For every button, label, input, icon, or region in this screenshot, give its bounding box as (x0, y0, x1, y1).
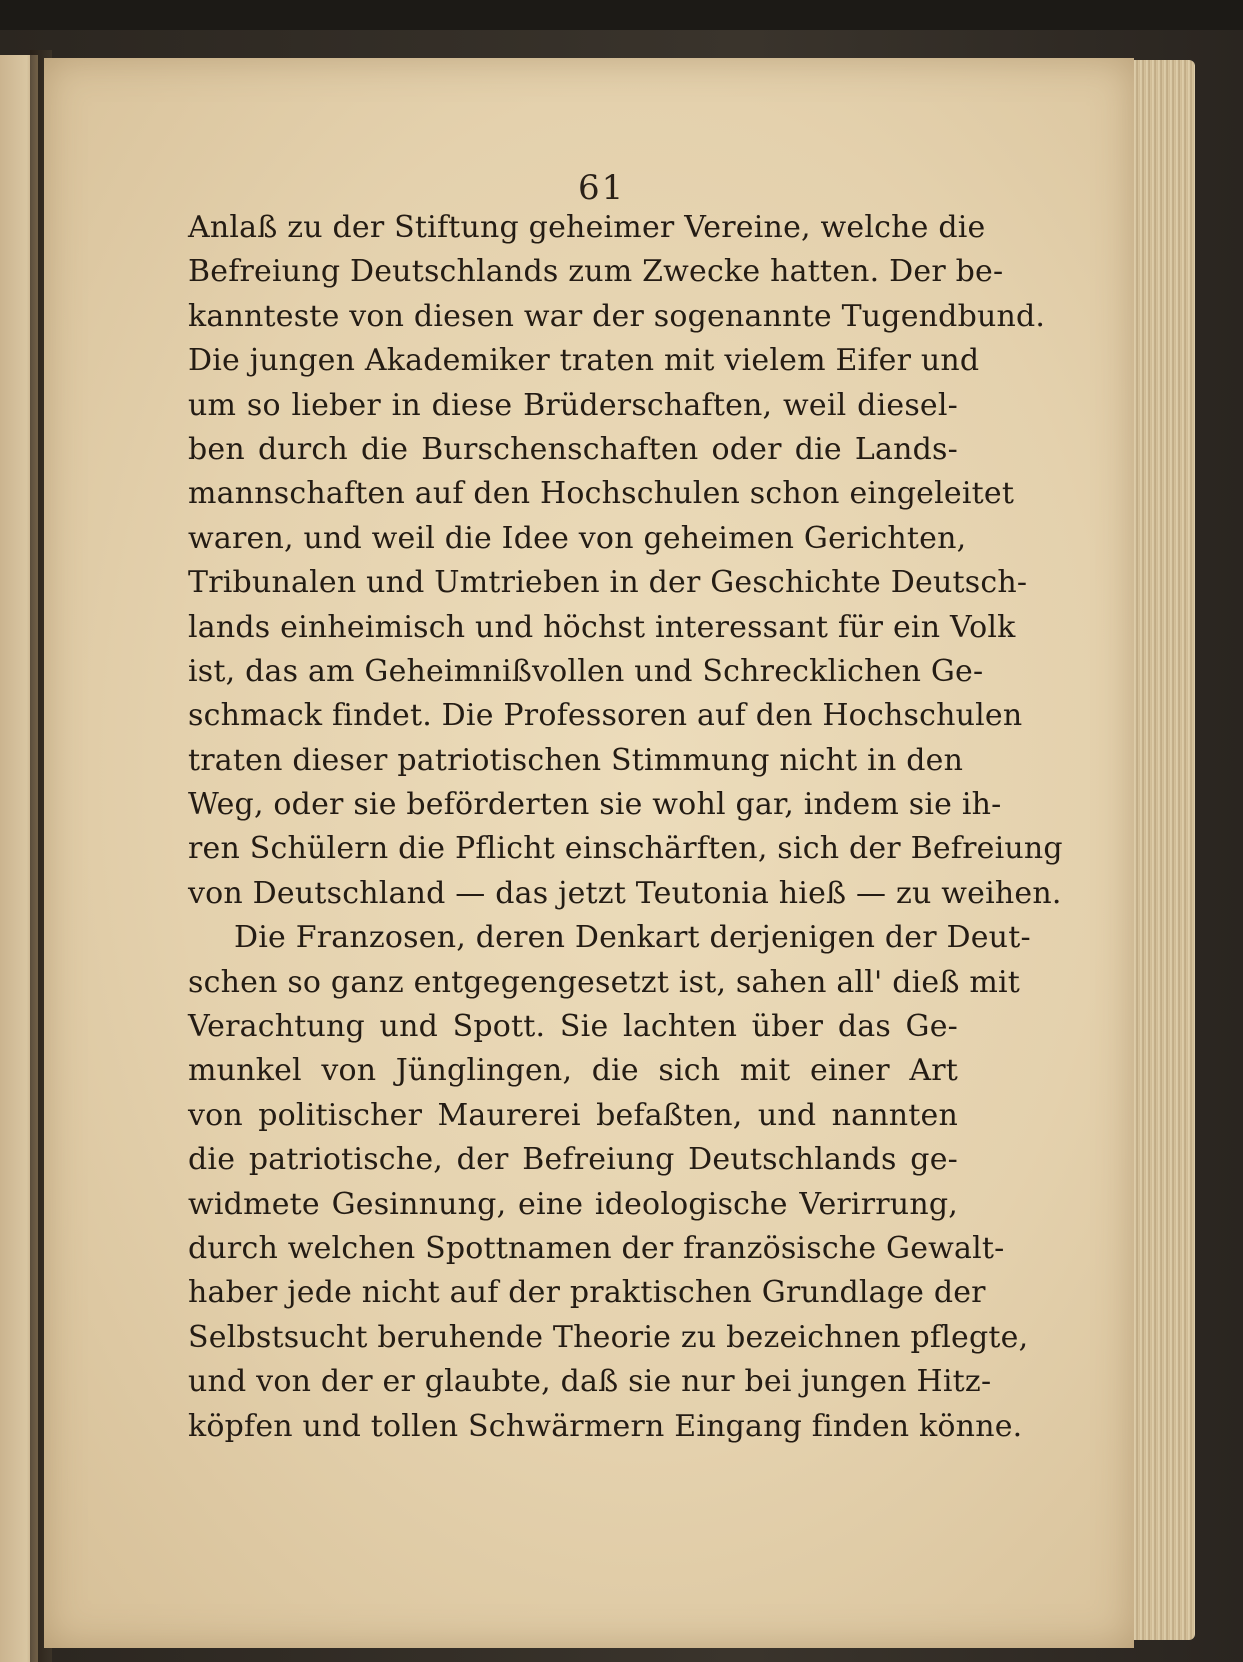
text-line-paragraph-start: Die Franzosen, deren Denkart derjenigen der Deut- (234, 920, 1031, 956)
text-line: schmack findet. Die Professoren auf den Hochschulen (188, 698, 1023, 734)
text-line: Befreiung Deutschlands zum Zwecke hatten. Der be- (188, 254, 1004, 290)
text-line: ren Schülern die Pflicht einschärften, sich der Befreiung (188, 831, 1063, 867)
text-line: waren, und weil die Idee von geheimen Gerichten, (188, 520, 967, 556)
text-line: Tribunalen und Umtrieben in der Geschichte Deutsch- (188, 565, 1028, 601)
text-line: ist, das am Geheimnißvollen und Schrecklichen Ge- (188, 653, 984, 689)
text-line: Die jungen Akademiker traten mit vielem Eifer und (188, 343, 980, 379)
text-line: Anlaß zu der Stiftung geheimer Vereine, welche die (188, 210, 986, 245)
text-line: und von der er glaubte, daß sie nur bei jungen Hitz- (188, 1364, 992, 1400)
body-text (188, 206, 1063, 1449)
text-line: mannschaften auf den Hochschulen schon eingeleitet (188, 476, 1015, 512)
text-line: Selbstsucht beruhende Theorie zu bezeichnen pflegte, (188, 1319, 1029, 1355)
text-line: von Deutschland — das jetzt Teutonia hieß — zu weihen. (188, 875, 1062, 911)
text-line: haber jede nicht auf der praktischen Grundlage der (188, 1275, 986, 1311)
text-line: Verachtung und Spott. Sie lachten über das Ge- (188, 1009, 958, 1045)
text-line: köpfen und tollen Schwärmern Eingang finden könne. (188, 1408, 1023, 1444)
text-line: kannteste von diesen war der sogenannte Tugendbund. (188, 298, 1046, 334)
text-line: Weg, oder sie beförderten sie wohl gar, indem sie ih- (188, 787, 1002, 823)
text-line: durch welchen Spottnamen der französische Gewalt- (188, 1230, 1005, 1266)
text-line: widmete Gesinnung, eine ideologische Verirrung, (188, 1186, 958, 1222)
text-line: lands einheimisch und höchst interessant für ein Volk (188, 609, 1016, 645)
text-line: um so lieber in diese Brüderschaften, weil diesel- (188, 387, 958, 423)
text-line: schen so ganz entgegengesetzt ist, sahen all' dieß mit (188, 964, 1021, 1000)
text-line: munkel von Jünglingen, die sich mit einer Art (188, 1053, 958, 1089)
text-line: ben durch die Burschenschaften oder die Lands- (188, 431, 958, 467)
page-number: 61 (578, 168, 626, 208)
text-line: von politischer Maurerei befaßten, und nannten (188, 1097, 958, 1133)
text-line: traten dieser patriotischen Stimmung nicht in den (188, 742, 964, 778)
text-line: die patriotische, der Befreiung Deutschlands ge- (188, 1142, 958, 1178)
